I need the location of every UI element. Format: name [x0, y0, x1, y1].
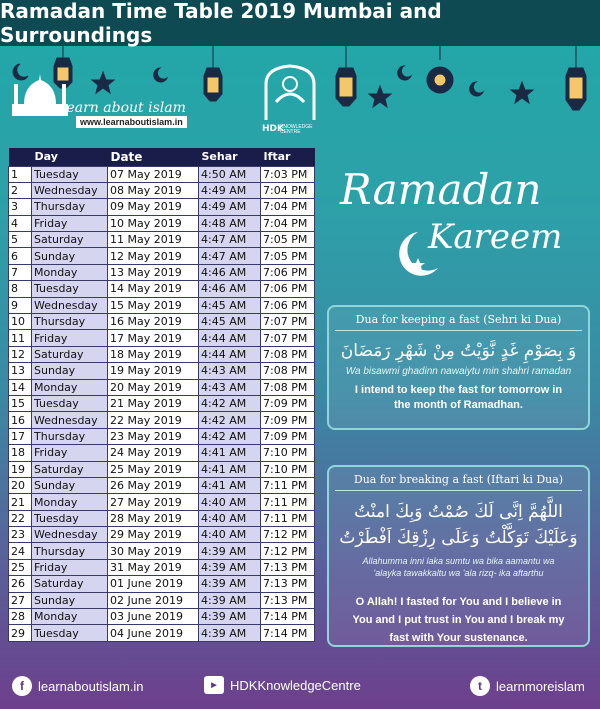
date-cell: 19 May 2019	[108, 363, 199, 379]
day-name-cell: Sunday	[32, 363, 108, 379]
table-row	[9, 379, 315, 395]
day-name-cell: Wednesday	[32, 182, 108, 198]
table-row	[9, 199, 315, 215]
iftar-time-cell: 7:07 PM	[261, 314, 315, 330]
hdk-logo-subtitle: KNOWLEDGE CENTRE	[280, 124, 313, 135]
iftar-time-cell: 7:13 PM	[261, 576, 315, 592]
sehar-time-cell: 4:46 AM	[199, 264, 261, 280]
sehri-dua-transliteration: Wa bisawmi ghadinn nawaiytu min shahri ramadan	[345, 366, 572, 377]
iftari-dua-arabic-line2: وَعَلَيْكَ تَوَكَّلْتُ وَعَلَى رِزْقِكَ اَفْطَرْتُ	[339, 528, 578, 548]
table-row	[9, 428, 315, 444]
date-cell: 26 May 2019	[108, 477, 199, 493]
iftari-dua-title: Dua for breaking a fast (Iftari ki Dua)	[335, 473, 582, 491]
day-name-cell: Sunday	[32, 592, 108, 608]
table-row	[9, 281, 315, 297]
table-row	[9, 527, 315, 543]
sehri-dua-meaning: I intend to keep the fast for tomorrow in the month of Ramadhan.	[354, 384, 563, 411]
iftar-time-cell: 7:05 PM	[261, 248, 315, 264]
star-icon	[369, 86, 391, 107]
iftar-time-cell: 7:05 PM	[261, 232, 315, 248]
day-number-cell: 29	[9, 625, 32, 641]
timetable-header-row	[9, 148, 315, 166]
day-number-cell: 27	[9, 592, 32, 608]
date-cell: 18 May 2019	[108, 346, 199, 362]
page-title: Ramadan Time Table 2019 Mumbai and Surroundings	[0, 0, 442, 47]
day-number-cell: 8	[9, 281, 32, 297]
table-row	[9, 232, 315, 248]
date-cell: 25 May 2019	[108, 461, 199, 477]
mosque-icon	[258, 62, 322, 124]
twitter-handle: learnmoreislam	[496, 678, 585, 694]
col-header-sehar: Sehar	[199, 148, 261, 166]
table-row	[9, 543, 315, 559]
date-cell: 12 May 2019	[108, 248, 199, 264]
sehar-time-cell: 4:42 AM	[199, 428, 261, 444]
date-cell: 29 May 2019	[108, 527, 199, 543]
date-cell: 10 May 2019	[108, 215, 199, 231]
youtube-icon: ▶	[204, 676, 224, 694]
day-name-cell: Tuesday	[32, 395, 108, 411]
table-row	[9, 494, 315, 510]
lantern-icon	[336, 46, 356, 106]
date-cell: 14 May 2019	[108, 281, 199, 297]
greeting-kareem: Kareem	[428, 217, 563, 257]
iftar-time-cell: 7:07 PM	[261, 330, 315, 346]
hdk-logo	[258, 62, 322, 138]
date-cell: 28 May 2019	[108, 510, 199, 526]
table-row	[9, 510, 315, 526]
learn-about-islam-logo	[10, 70, 190, 132]
day-name-cell: Wednesday	[32, 412, 108, 428]
sehar-time-cell: 4:49 AM	[199, 182, 261, 198]
sehar-time-cell: 4:44 AM	[199, 330, 261, 346]
table-row	[9, 625, 315, 641]
table-row	[9, 363, 315, 379]
iftar-time-cell: 7:04 PM	[261, 199, 315, 215]
date-cell: 02 June 2019	[108, 592, 199, 608]
date-cell: 20 May 2019	[108, 379, 199, 395]
iftar-time-cell: 7:14 PM	[261, 609, 315, 625]
hdk-logo-text: HDK	[262, 124, 284, 134]
day-name-cell: Friday	[32, 445, 108, 461]
star-icon	[511, 82, 533, 103]
iftar-time-cell: 7:13 PM	[261, 592, 315, 608]
date-cell: 01 June 2019	[108, 576, 199, 592]
sehri-dua-title: Dua for keeping a fast (Sehri ki Dua)	[335, 313, 582, 331]
sehar-time-cell: 4:50 AM	[199, 166, 261, 182]
day-name-cell: Sunday	[32, 248, 108, 264]
table-row	[9, 559, 315, 575]
date-cell: 07 May 2019	[108, 166, 199, 182]
iftar-time-cell: 7:06 PM	[261, 264, 315, 280]
sehar-time-cell: 4:40 AM	[199, 510, 261, 526]
facebook-handle: learnaboutislam.in	[38, 678, 144, 694]
timetable	[8, 148, 315, 642]
facebook-icon: f	[12, 676, 32, 696]
day-name-cell: Thursday	[32, 314, 108, 330]
sehar-time-cell: 4:42 AM	[199, 395, 261, 411]
iftar-time-cell: 7:06 PM	[261, 297, 315, 313]
day-name-cell: Monday	[32, 264, 108, 280]
day-number-cell: 10	[9, 314, 32, 330]
sehar-time-cell: 4:45 AM	[199, 314, 261, 330]
crescent-moon-icon	[398, 66, 411, 80]
iftar-time-cell: 7:12 PM	[261, 527, 315, 543]
date-cell: 27 May 2019	[108, 494, 199, 510]
day-number-cell: 14	[9, 379, 32, 395]
date-cell: 11 May 2019	[108, 232, 199, 248]
sehar-time-cell: 4:39 AM	[199, 592, 261, 608]
table-row	[9, 592, 315, 608]
day-name-cell: Thursday	[32, 428, 108, 444]
table-row	[9, 412, 315, 428]
date-cell: 21 May 2019	[108, 395, 199, 411]
day-number-cell: 2	[9, 182, 32, 198]
table-row	[9, 609, 315, 625]
sehar-time-cell: 4:41 AM	[199, 461, 261, 477]
col-header-date: Date	[108, 148, 199, 166]
day-number-cell: 15	[9, 395, 32, 411]
sehar-time-cell: 4:44 AM	[199, 346, 261, 362]
iftar-time-cell: 7:11 PM	[261, 510, 315, 526]
iftar-time-cell: 7:11 PM	[261, 494, 315, 510]
day-name-cell: Tuesday	[32, 281, 108, 297]
sehar-time-cell: 4:39 AM	[199, 576, 261, 592]
twitter-link[interactable]	[470, 676, 585, 696]
youtube-handle: HDKKnowledgeCentre	[230, 677, 361, 693]
day-number-cell: 7	[9, 264, 32, 280]
day-number-cell: 16	[9, 412, 32, 428]
day-number-cell: 22	[9, 510, 32, 526]
lai-logo-text: learn about islam	[62, 100, 186, 116]
iftar-time-cell: 7:09 PM	[261, 412, 315, 428]
day-name-cell: Sunday	[32, 477, 108, 493]
sehar-time-cell: 4:45 AM	[199, 297, 261, 313]
day-number-cell: 26	[9, 576, 32, 592]
sehar-time-cell: 4:48 AM	[199, 215, 261, 231]
lantern-icon	[204, 46, 222, 101]
table-row	[9, 314, 315, 330]
day-number-cell: 13	[9, 363, 32, 379]
day-number-cell: 1	[9, 166, 32, 182]
col-header-day: Day	[32, 148, 108, 166]
table-row	[9, 330, 315, 346]
iftari-dua-transliteration: Allahumma inni laka sumtu wa bika aamantu wa 'alayka tawakkaltu wa 'ala rizq- ika aftarthu	[362, 556, 555, 578]
table-row	[9, 248, 315, 264]
iftar-time-cell: 7:04 PM	[261, 182, 315, 198]
iftar-time-cell: 7:08 PM	[261, 346, 315, 362]
table-row	[9, 576, 315, 592]
day-number-cell: 6	[9, 248, 32, 264]
sehar-time-cell: 4:43 AM	[199, 363, 261, 379]
crescent-moon-icon	[470, 82, 483, 96]
iftar-time-cell: 7:14 PM	[261, 625, 315, 641]
iftar-time-cell: 7:13 PM	[261, 559, 315, 575]
day-name-cell: Thursday	[32, 199, 108, 215]
sehar-time-cell: 4:39 AM	[199, 543, 261, 559]
date-cell: 23 May 2019	[108, 428, 199, 444]
sehar-time-cell: 4:42 AM	[199, 412, 261, 428]
date-cell: 03 June 2019	[108, 609, 199, 625]
day-number-cell: 3	[9, 199, 32, 215]
day-number-cell: 23	[9, 527, 32, 543]
sehar-time-cell: 4:40 AM	[199, 527, 261, 543]
date-cell: 04 June 2019	[108, 625, 199, 641]
col-header-no	[9, 148, 32, 166]
sehar-time-cell: 4:49 AM	[199, 199, 261, 215]
day-name-cell: Tuesday	[32, 166, 108, 182]
day-name-cell: Saturday	[32, 232, 108, 248]
date-cell: 15 May 2019	[108, 297, 199, 313]
sehar-time-cell: 4:40 AM	[199, 494, 261, 510]
day-name-cell: Monday	[32, 379, 108, 395]
iftar-time-cell: 7:11 PM	[261, 477, 315, 493]
table-row	[9, 445, 315, 461]
day-number-cell: 17	[9, 428, 32, 444]
greeting-ramadan: Ramadan	[340, 165, 542, 214]
col-header-iftar: Iftar	[261, 148, 315, 166]
day-number-cell: 18	[9, 445, 32, 461]
sehar-time-cell: 4:41 AM	[199, 445, 261, 461]
day-number-cell: 20	[9, 477, 32, 493]
lantern-icon	[427, 46, 453, 93]
day-name-cell: Wednesday	[32, 527, 108, 543]
day-name-cell: Monday	[32, 609, 108, 625]
date-cell: 24 May 2019	[108, 445, 199, 461]
footer	[0, 664, 600, 709]
sehar-time-cell: 4:41 AM	[199, 477, 261, 493]
date-cell: 09 May 2019	[108, 199, 199, 215]
date-cell: 31 May 2019	[108, 559, 199, 575]
day-name-cell: Saturday	[32, 346, 108, 362]
day-number-cell: 24	[9, 543, 32, 559]
iftar-time-cell: 7:09 PM	[261, 428, 315, 444]
lai-url-label: www.learnaboutislam.in	[76, 116, 187, 128]
sehar-time-cell: 4:47 AM	[199, 232, 261, 248]
table-row	[9, 297, 315, 313]
sehri-dua-arabic: وَ بِصَوْمِ غَدٍ نَّوَيْتُ مِنْ شَهْرِ رَمَضَانَ	[340, 341, 577, 361]
day-name-cell: Friday	[32, 215, 108, 231]
iftar-time-cell: 7:10 PM	[261, 445, 315, 461]
sehar-time-cell: 4:47 AM	[199, 248, 261, 264]
day-number-cell: 25	[9, 559, 32, 575]
day-name-cell: Tuesday	[32, 510, 108, 526]
iftari-dua-arabic-line1: اللَّهُمَّ اِنَّى لَكَ صُمْتُ وَبِكَ امنْتُ	[354, 502, 563, 522]
sehar-time-cell: 4:39 AM	[199, 625, 261, 641]
iftar-time-cell: 7:09 PM	[261, 395, 315, 411]
day-number-cell: 28	[9, 609, 32, 625]
iftar-time-cell: 7:03 PM	[261, 166, 315, 182]
day-number-cell: 12	[9, 346, 32, 362]
date-cell: 30 May 2019	[108, 543, 199, 559]
iftar-time-cell: 7:04 PM	[261, 215, 315, 231]
table-row	[9, 395, 315, 411]
table-row	[9, 166, 315, 182]
day-name-cell: Friday	[32, 559, 108, 575]
facebook-link[interactable]	[12, 676, 144, 696]
day-number-cell: 5	[9, 232, 32, 248]
day-name-cell: Thursday	[32, 543, 108, 559]
header-bar	[0, 0, 600, 46]
iftari-dua-meaning: O Allah! I fasted for You and I believe in You and I put trust in You and I break my fast with Your sustenance.	[352, 596, 565, 644]
day-number-cell: 9	[9, 297, 32, 313]
date-cell: 16 May 2019	[108, 314, 199, 330]
date-cell: 22 May 2019	[108, 412, 199, 428]
sehar-time-cell: 4:39 AM	[199, 559, 261, 575]
day-name-cell: Saturday	[32, 576, 108, 592]
day-number-cell: 11	[9, 330, 32, 346]
table-row	[9, 461, 315, 477]
lantern-icon	[566, 46, 586, 110]
iftari-dua-arabic	[329, 499, 588, 551]
youtube-link[interactable]	[204, 676, 361, 694]
day-name-cell: Friday	[32, 330, 108, 346]
iftari-dua-box	[327, 465, 590, 647]
iftar-time-cell: 7:08 PM	[261, 379, 315, 395]
day-name-cell: Wednesday	[32, 297, 108, 313]
date-cell: 08 May 2019	[108, 182, 199, 198]
mosque-icon	[10, 70, 70, 128]
day-name-cell: Monday	[32, 494, 108, 510]
day-number-cell: 4	[9, 215, 32, 231]
twitter-icon: t	[470, 676, 490, 696]
sehar-time-cell: 4:39 AM	[199, 609, 261, 625]
day-number-cell: 21	[9, 494, 32, 510]
sehri-dua-box	[327, 305, 590, 430]
date-cell: 13 May 2019	[108, 264, 199, 280]
date-cell: 17 May 2019	[108, 330, 199, 346]
sehar-time-cell: 4:43 AM	[199, 379, 261, 395]
table-row	[9, 215, 315, 231]
day-number-cell: 19	[9, 461, 32, 477]
table-row	[9, 182, 315, 198]
day-name-cell: Tuesday	[32, 625, 108, 641]
iftar-time-cell: 7:06 PM	[261, 281, 315, 297]
iftar-time-cell: 7:10 PM	[261, 461, 315, 477]
iftar-time-cell: 7:08 PM	[261, 363, 315, 379]
table-row	[9, 477, 315, 493]
table-row	[9, 264, 315, 280]
sehar-time-cell: 4:46 AM	[199, 281, 261, 297]
table-row	[9, 346, 315, 362]
day-name-cell: Saturday	[32, 461, 108, 477]
iftar-time-cell: 7:12 PM	[261, 543, 315, 559]
